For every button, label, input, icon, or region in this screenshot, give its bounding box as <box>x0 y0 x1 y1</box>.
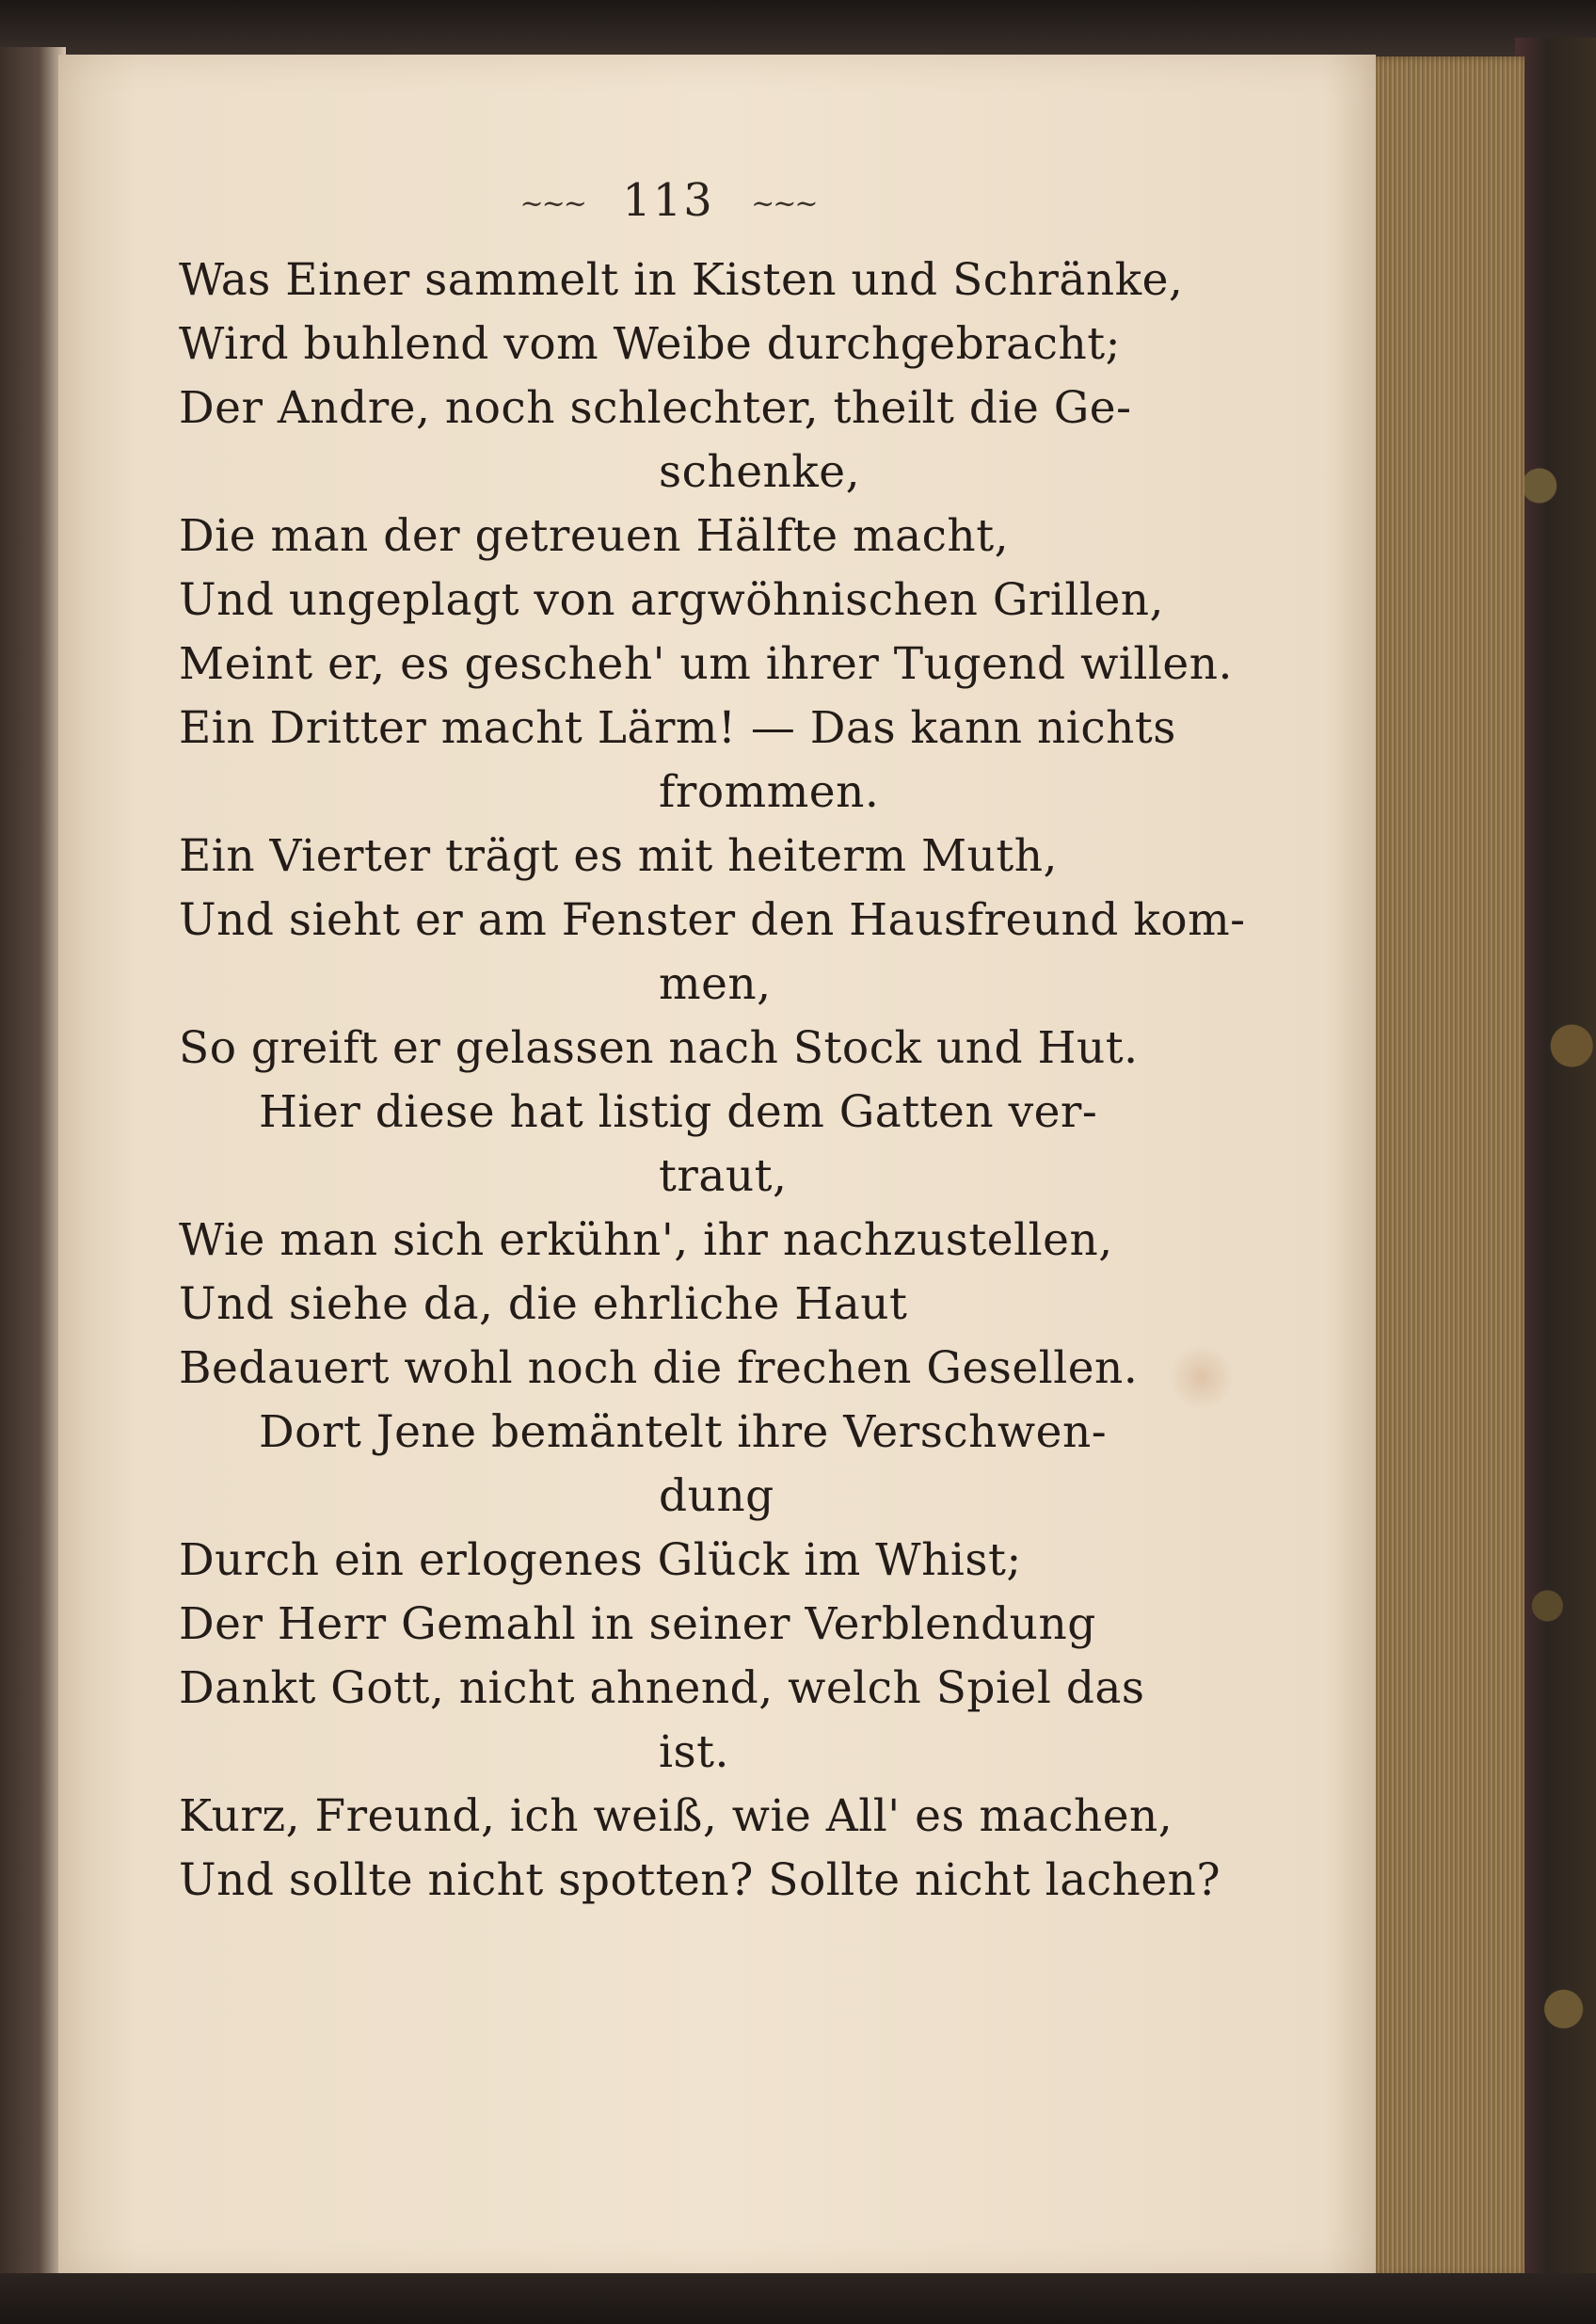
poem-line: Wird buhlend vom Weibe durchgebracht; <box>179 318 1122 370</box>
poem-line: Dankt Gott, nicht ahnend, welch Spiel das <box>179 1662 1145 1714</box>
poem-line: Durch ein erlogenes Glück im Whist; <box>179 1534 1022 1586</box>
foxing-stain <box>1169 1344 1235 1410</box>
poem-line: So greift er gelassen nach Stock und Hut. <box>179 1022 1139 1074</box>
poem-line: Was Einer sammelt in Kisten und Schränke, <box>179 254 1184 306</box>
poem-line: Und ungeplagt von argwöhnischen Grillen, <box>179 574 1165 626</box>
book-cover-left <box>0 47 66 2287</box>
poem-line: Wie man sich erkühn', ihr nachzustellen, <box>179 1214 1113 1266</box>
page-fore-edge <box>1366 56 1524 2278</box>
poem-line: Und sieht er am Fenster den Hausfreund kom- <box>179 894 1246 946</box>
poem-line: Meint er, es gescheh' um ihrer Tugend willen. <box>179 638 1233 690</box>
poem-line: Bedauert wohl noch die frechen Gesellen. <box>179 1342 1139 1394</box>
poem-line: Kurz, Freund, ich weiß, wie All' es machen, <box>179 1790 1173 1842</box>
header-ornament-right: ~~~ <box>751 187 817 220</box>
poem-line: ist. <box>659 1726 729 1778</box>
page-number: 113 <box>622 174 714 227</box>
poem-line: Der Andre, noch schlechter, theilt die Ge- <box>179 382 1132 434</box>
poem-line: Ein Vierter trägt es mit heiterm Muth, <box>179 830 1058 882</box>
book-cover-right-marbled <box>1515 38 1596 2278</box>
poem-line: Und siehe da, die ehrliche Haut <box>179 1278 908 1330</box>
page-header <box>0 174 1336 227</box>
header-ornament-left: ~~~ <box>519 187 585 220</box>
poem-line: men, <box>659 958 772 1010</box>
poem-line: Und sollte nicht spotten? Sollte nicht lachen? <box>179 1854 1221 1906</box>
poem-line: Der Herr Gemahl in seiner Verblendung <box>179 1598 1096 1650</box>
scan-top-border <box>0 0 1596 58</box>
poem-line: traut, <box>659 1150 788 1202</box>
poem-line: Hier diese hat listig dem Gatten ver- <box>259 1086 1098 1138</box>
scan-bottom-border <box>0 2273 1596 2324</box>
poem-line: schenke, <box>659 446 861 498</box>
poem-line: Dort Jene bemäntelt ihre Verschwen- <box>259 1406 1108 1458</box>
poem-line: dung <box>659 1470 774 1522</box>
poem-line: Ein Dritter macht Lärm! — Das kann nichts <box>179 702 1176 754</box>
poem-line: Die man der getreuen Hälfte macht, <box>179 510 1010 562</box>
poem-line: frommen. <box>659 766 880 818</box>
